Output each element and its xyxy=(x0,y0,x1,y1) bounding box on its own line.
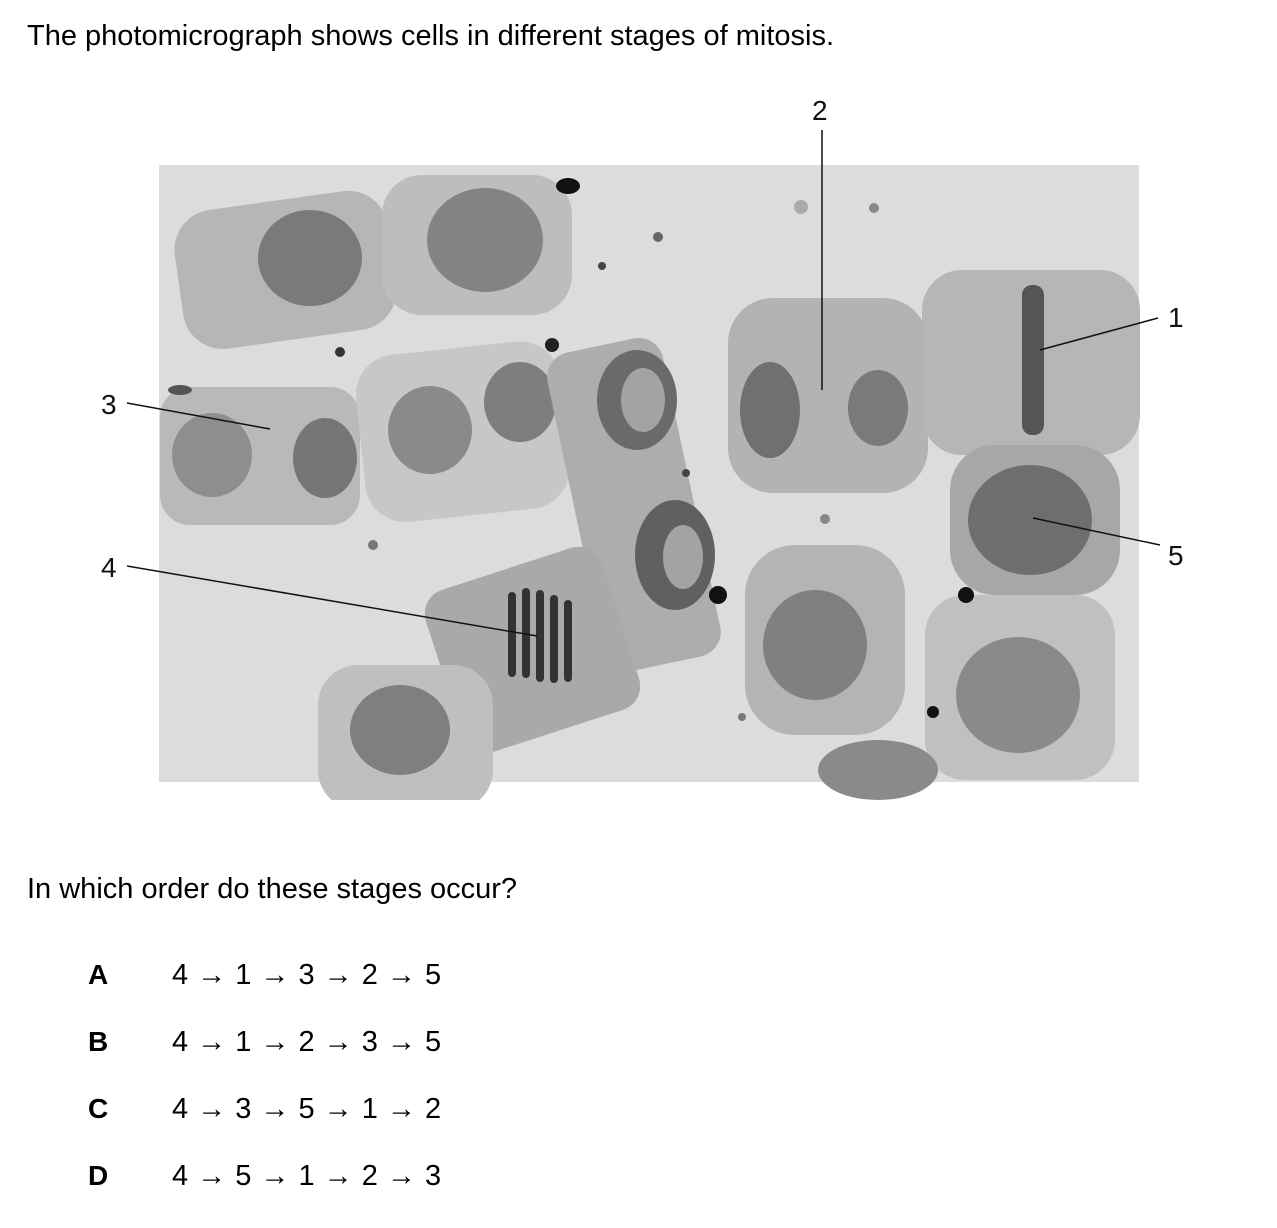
option-letter: C xyxy=(88,1093,109,1124)
intro-text: The photomicrograph shows cells in different stages of mitosis. xyxy=(27,20,835,52)
figure-label-1: 1 xyxy=(1168,302,1184,333)
option-letter: B xyxy=(88,1026,109,1057)
option-c[interactable] xyxy=(88,1089,442,1129)
figure-label-2: 2 xyxy=(812,95,828,126)
figure-label-3: 3 xyxy=(101,389,117,420)
answer-options xyxy=(88,955,442,1223)
question-text: In which order do these stages occur? xyxy=(27,873,518,905)
option-text: 4 → 3 → 5 → 1 → 2 xyxy=(172,1092,442,1125)
figure-label-4: 4 xyxy=(101,552,117,583)
photomicrograph-figure xyxy=(0,80,1277,800)
figure-label-5: 5 xyxy=(1168,540,1184,571)
option-a[interactable] xyxy=(88,955,442,995)
option-text: 4 → 1 → 2 → 3 → 5 xyxy=(172,1025,442,1058)
option-letter: A xyxy=(88,959,109,990)
option-text: 4 → 1 → 3 → 2 → 5 xyxy=(172,958,442,991)
option-text: 4 → 5 → 1 → 2 → 3 xyxy=(172,1159,442,1192)
option-b[interactable] xyxy=(88,1022,442,1062)
option-letter: D xyxy=(88,1160,109,1191)
option-d[interactable] xyxy=(88,1156,442,1196)
